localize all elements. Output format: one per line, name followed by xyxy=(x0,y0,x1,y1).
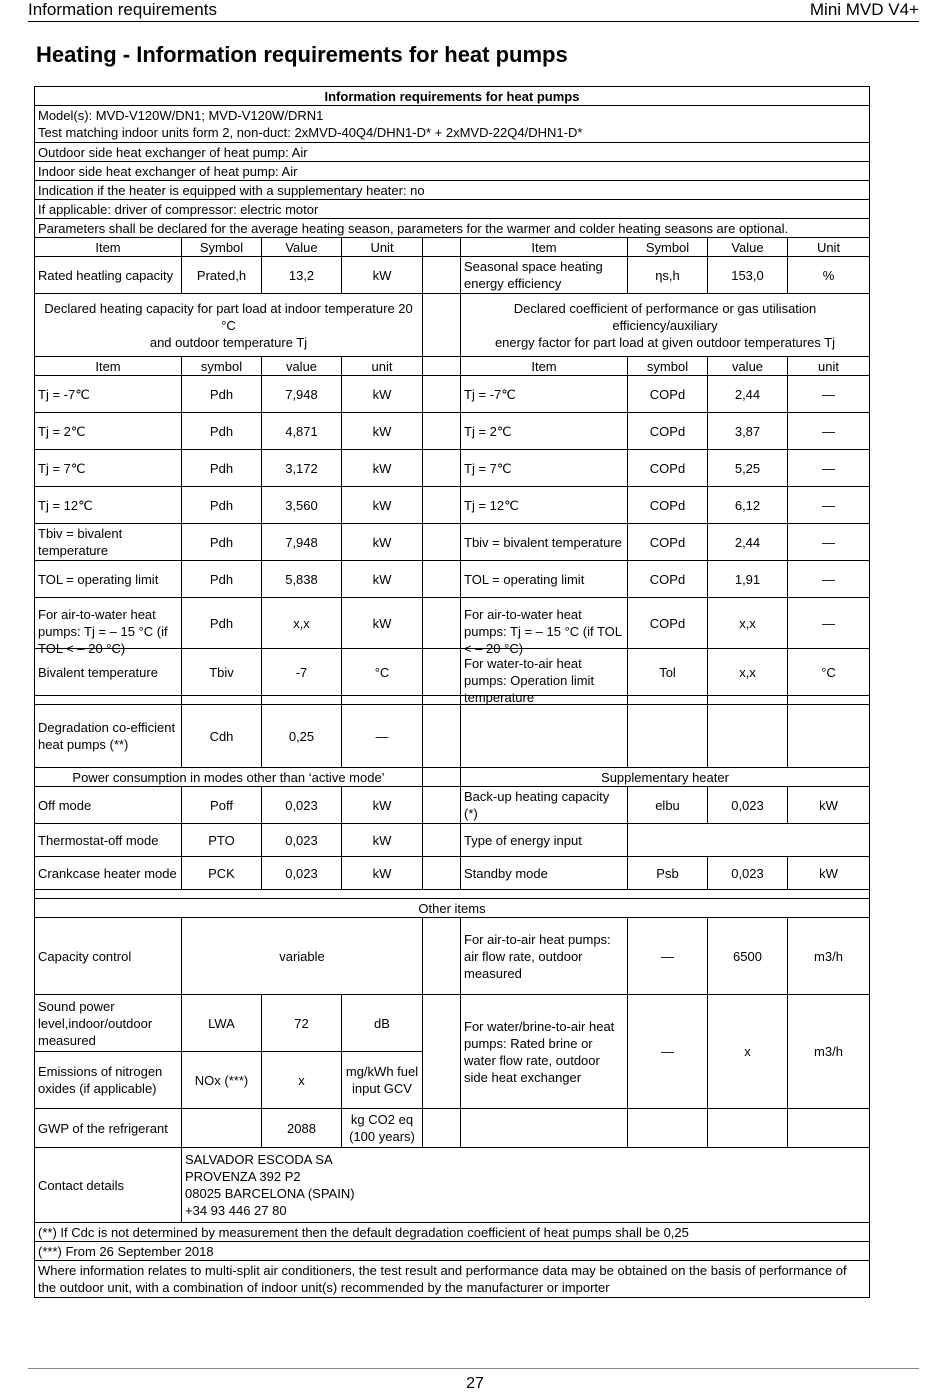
spacer-cell xyxy=(423,598,461,649)
rated-capacity-symbol: Prated,h xyxy=(182,257,262,294)
off-mode-symbol: Poff xyxy=(182,787,262,824)
nox-unit: mg/kWh fuel input GCV xyxy=(342,1052,423,1109)
backup-heating-value: 0,023 xyxy=(708,787,788,824)
sub-header-unit: unit xyxy=(342,357,423,376)
row-symbol: Tbiv xyxy=(182,649,262,696)
backup-heating-symbol: elbu xyxy=(628,787,708,824)
row-item-right: Tj = 2℃ xyxy=(461,413,628,450)
row-symbol: Pdh xyxy=(182,450,262,487)
crankcase-unit: kW xyxy=(342,857,423,890)
table-row xyxy=(35,376,870,413)
sub-header-value-right: value xyxy=(708,357,788,376)
crankcase-label: Crankcase heater mode xyxy=(35,857,182,890)
capacity-control-label: Capacity control xyxy=(35,918,182,995)
row-value-right: x,x xyxy=(708,598,788,649)
water-flow-symbol: — xyxy=(628,995,708,1109)
row-unit: kW xyxy=(342,561,423,598)
crankcase-symbol: PCK xyxy=(182,857,262,890)
outdoor-hx: Outdoor side heat exchanger of heat pump: Air xyxy=(35,143,870,162)
rated-capacity-unit: kW xyxy=(342,257,423,294)
row-item: Tj = 12℃ xyxy=(35,487,182,524)
spacer-cell xyxy=(423,450,461,487)
empty-cell xyxy=(788,705,870,768)
model-line-1: Model(s): MVD-V120W/DN1; MVD-V120W/DRN1 xyxy=(38,108,324,123)
row-unit-right: — xyxy=(788,376,870,413)
row-unit-right: °C xyxy=(788,649,870,696)
table-caption: Information requirements for heat pumps xyxy=(35,87,870,106)
col-header-unit: Unit xyxy=(342,238,423,257)
row-value: 3,560 xyxy=(262,487,342,524)
contact-phone: +34 93 446 27 80 xyxy=(185,1203,287,1218)
col-header-value: Value xyxy=(262,238,342,257)
spacer-cell xyxy=(423,357,461,376)
compressor-driver: If applicable: driver of compressor: electric motor xyxy=(35,200,870,219)
off-mode-label: Off mode xyxy=(35,787,182,824)
spacer-cell xyxy=(423,649,461,696)
col-header-symbol: Symbol xyxy=(182,238,262,257)
sub-header-item-right: Item xyxy=(461,357,628,376)
header-left-title: Information requirements xyxy=(28,0,217,19)
page-title: Heating - Information requirements for heat pumps xyxy=(36,42,568,67)
spacer-cell xyxy=(423,995,461,1109)
spacer-cell xyxy=(423,238,461,257)
empty-cell xyxy=(461,1109,628,1148)
empty-cell xyxy=(628,705,708,768)
row-symbol-right: COPd xyxy=(628,376,708,413)
col-header-symbol-right: Symbol xyxy=(628,238,708,257)
row-symbol: Pdh xyxy=(182,376,262,413)
table-row xyxy=(35,487,870,524)
declared-capacity-line-2: and outdoor temperature Tj xyxy=(149,334,308,350)
row-symbol-right: Tol xyxy=(628,649,708,696)
row-value-right: 1,91 xyxy=(708,561,788,598)
row-symbol: Pdh xyxy=(182,524,262,561)
row-unit: kW xyxy=(342,413,423,450)
indoor-hx: Indoor side heat exchanger of heat pump: Air xyxy=(35,162,870,181)
heat-pump-info-table xyxy=(34,86,870,1298)
sub-header-value: value xyxy=(262,357,342,376)
row-unit: kW xyxy=(342,524,423,561)
declared-cop-line-2: energy factor for part load at given outdoor temperatures Tj xyxy=(494,334,836,350)
contact-street: PROVENZA 392 P2 xyxy=(185,1169,301,1184)
col-header-item-right: Item xyxy=(461,238,628,257)
spacer-cell xyxy=(423,524,461,561)
table-row xyxy=(35,413,870,450)
supplementary-heater-indication: Indication if the heater is equipped with a supplementary heater: no xyxy=(35,181,870,200)
sound-power-value: 72 xyxy=(262,995,342,1052)
spacer-cell xyxy=(423,1109,461,1148)
row-unit-right: — xyxy=(788,598,870,649)
parameters-note: Parameters shall be declared for the average heating season, parameters for the warmer and colder heating seasons are optional. xyxy=(35,219,870,238)
row-value: x,x xyxy=(262,598,342,649)
row-symbol-right: COPd xyxy=(628,450,708,487)
seasonal-efficiency-label: Seasonal space heating energy efficiency xyxy=(461,257,628,294)
nox-symbol: NOx (***) xyxy=(182,1052,262,1109)
row-symbol: Pdh xyxy=(182,561,262,598)
off-mode-value: 0,023 xyxy=(262,787,342,824)
empty-cell xyxy=(708,705,788,768)
row-unit: °C xyxy=(342,649,423,696)
water-flow-unit: m3/h xyxy=(788,995,870,1109)
spacer-cell xyxy=(423,257,461,294)
power-consumption-header: Power consumption in modes other than ‘active mode’ xyxy=(35,768,423,787)
row-symbol-right: COPd xyxy=(628,524,708,561)
row-item-right: Tj = -7℃ xyxy=(461,376,628,413)
model-line-2: Test matching indoor units form 2, non-duct: 2xMVD-40Q4/DHN1-D* + 2xMVD-22Q4/DHN1-D* xyxy=(38,125,583,140)
col-header-item: Item xyxy=(35,238,182,257)
blank-row xyxy=(35,890,870,899)
standby-unit: kW xyxy=(788,857,870,890)
spacer-cell xyxy=(423,857,461,890)
sound-power-label: Sound power level,indoor/outdoor measured xyxy=(35,995,182,1052)
backup-heating-unit: kW xyxy=(788,787,870,824)
declared-cop-heading xyxy=(461,294,870,357)
row-unit-right: — xyxy=(788,450,870,487)
row-symbol-right: COPd xyxy=(628,598,708,649)
row-item: Bivalent temperature xyxy=(35,649,182,696)
empty-cell xyxy=(788,1109,870,1148)
spacer-cell xyxy=(423,376,461,413)
spacer-cell xyxy=(423,768,461,787)
spacer-cell xyxy=(423,487,461,524)
degradation-value: 0,25 xyxy=(262,705,342,768)
water-flow-value: x xyxy=(708,995,788,1109)
declared-cop-line-1: Declared coefficient of performance or gas utilisation efficiency/auxiliary xyxy=(513,300,817,333)
row-unit-right: — xyxy=(788,487,870,524)
row-item: Tj = 7℃ xyxy=(35,450,182,487)
seasonal-efficiency-value: 153,0 xyxy=(708,257,788,294)
col-header-value-right: Value xyxy=(708,238,788,257)
sub-header-unit-right: unit xyxy=(788,357,870,376)
water-flow-label: For water/brine-to-air heat pumps: Rated brine or water flow rate, outdoor side heat exchanger xyxy=(461,995,628,1109)
thermostat-off-value: 0,023 xyxy=(262,824,342,857)
backup-heating-label: Back-up heating capacity (*) xyxy=(461,787,628,824)
seasonal-efficiency-unit: % xyxy=(788,257,870,294)
air-flow-value: 6500 xyxy=(708,918,788,995)
standby-value: 0,023 xyxy=(708,857,788,890)
model-cell xyxy=(35,106,870,143)
note-cdc: (**) If Cdc is not determined by measurement then the default degradation coefficient of heat pumps shall be 0,25 xyxy=(35,1223,870,1242)
row-unit: kW xyxy=(342,376,423,413)
rated-capacity-value: 13,2 xyxy=(262,257,342,294)
row-unit-right: — xyxy=(788,561,870,598)
supplementary-heater-header: Supplementary heater xyxy=(461,768,870,787)
gwp-unit: kg CO2 eq (100 years) xyxy=(342,1109,423,1148)
row-value-right: 6,12 xyxy=(708,487,788,524)
empty-cell xyxy=(628,1109,708,1148)
row-item-right: For air-to-water heat pumps: Tj = – 15 °C (if TOL < – 20 °C) xyxy=(461,598,628,649)
row-symbol-right: COPd xyxy=(628,561,708,598)
spacer-cell xyxy=(423,413,461,450)
row-item-right: Tbiv = bivalent temperature xyxy=(461,524,628,561)
row-item-right: TOL = operating limit xyxy=(461,561,628,598)
header-right-title: Mini MVD V4+ xyxy=(809,0,919,19)
sub-header-item: Item xyxy=(35,357,182,376)
spacer-cell xyxy=(423,294,461,357)
table-row xyxy=(35,524,870,561)
declared-capacity-heading xyxy=(35,294,423,357)
capacity-control-value: variable xyxy=(182,918,423,995)
spacer-cell xyxy=(423,824,461,857)
rated-capacity-label: Rated heatling capacity xyxy=(35,257,182,294)
empty-cell xyxy=(708,1109,788,1148)
spacer-cell xyxy=(423,918,461,995)
row-value-right: x,x xyxy=(708,649,788,696)
row-symbol: Pdh xyxy=(182,413,262,450)
energy-input-label: Type of energy input xyxy=(461,824,628,857)
thermostat-off-unit: kW xyxy=(342,824,423,857)
row-symbol-right: COPd xyxy=(628,413,708,450)
row-item: Tj = 2℃ xyxy=(35,413,182,450)
row-symbol: Pdh xyxy=(182,487,262,524)
row-value: -7 xyxy=(262,649,342,696)
row-value-right: 2,44 xyxy=(708,524,788,561)
header-divider xyxy=(28,21,919,22)
off-mode-unit: kW xyxy=(342,787,423,824)
gwp-label: GWP of the refrigerant xyxy=(35,1109,182,1148)
row-value: 5,838 xyxy=(262,561,342,598)
contact-details-label: Contact details xyxy=(35,1148,182,1223)
sub-header-symbol-right: symbol xyxy=(628,357,708,376)
row-value: 7,948 xyxy=(262,524,342,561)
contact-details-value xyxy=(182,1148,870,1223)
row-value-right: 2,44 xyxy=(708,376,788,413)
standby-symbol: Psb xyxy=(628,857,708,890)
sub-header-symbol: symbol xyxy=(182,357,262,376)
degradation-symbol: Cdh xyxy=(182,705,262,768)
seasonal-efficiency-symbol: ηs,h xyxy=(628,257,708,294)
table-row xyxy=(35,450,870,487)
col-header-unit-right: Unit xyxy=(788,238,870,257)
standby-label: Standby mode xyxy=(461,857,628,890)
crankcase-value: 0,023 xyxy=(262,857,342,890)
gwp-symbol xyxy=(182,1109,262,1148)
row-value-right: 3,87 xyxy=(708,413,788,450)
row-unit-right: — xyxy=(788,413,870,450)
page-number: 27 xyxy=(466,1375,484,1392)
contact-company: SALVADOR ESCODA SA xyxy=(185,1152,333,1167)
gwp-value: 2088 xyxy=(262,1109,342,1148)
row-item: Tbiv = bivalent temperature xyxy=(35,524,182,561)
empty-cell xyxy=(461,705,628,768)
note-multisplit: Where information relates to multi-split air conditioners, the test result and performance data may be obtained on the basis of performance of the outdoor unit, with a combination of indoor unit(s) recommended by the manufacturer or importer xyxy=(35,1261,870,1298)
row-item-right: For water-to-air heat pumps: Operation limit temperature xyxy=(461,649,628,696)
spacer-cell xyxy=(423,561,461,598)
row-value: 3,172 xyxy=(262,450,342,487)
degradation-label: Degradation co-efficient heat pumps (**) xyxy=(35,705,182,768)
row-item-right: Tj = 12℃ xyxy=(461,487,628,524)
note-date: (***) From 26 September 2018 xyxy=(35,1242,870,1261)
air-flow-label: For air-to-air heat pumps: air flow rate, outdoor measured xyxy=(461,918,628,995)
row-symbol: Pdh xyxy=(182,598,262,649)
row-unit-right: — xyxy=(788,524,870,561)
table-row xyxy=(35,649,870,696)
row-symbol-right: COPd xyxy=(628,487,708,524)
row-unit: kW xyxy=(342,450,423,487)
row-unit: kW xyxy=(342,598,423,649)
thermostat-off-label: Thermostat-off mode xyxy=(35,824,182,857)
table-row xyxy=(35,598,870,649)
row-item: For air-to-water heat pumps: Tj = – 15 °C (if TOL < – 20 °C) xyxy=(35,598,182,649)
air-flow-symbol: — xyxy=(628,918,708,995)
sound-power-unit: dB xyxy=(342,995,423,1052)
other-items-header: Other items xyxy=(35,899,870,918)
blank-row xyxy=(35,696,870,705)
row-item: TOL = operating limit xyxy=(35,561,182,598)
spacer-cell xyxy=(423,787,461,824)
thermostat-off-symbol: PTO xyxy=(182,824,262,857)
table-row xyxy=(35,561,870,598)
energy-input-value xyxy=(628,824,870,857)
row-value: 4,871 xyxy=(262,413,342,450)
sound-power-symbol: LWA xyxy=(182,995,262,1052)
nox-label: Emissions of nitrogen oxides (if applicable) xyxy=(35,1052,182,1109)
spacer-cell xyxy=(423,705,461,768)
row-unit: kW xyxy=(342,487,423,524)
row-value: 7,948 xyxy=(262,376,342,413)
contact-city: 08025 BARCELONA (SPAIN) xyxy=(185,1186,355,1201)
nox-value: x xyxy=(262,1052,342,1109)
footer-divider xyxy=(28,1368,919,1369)
air-flow-unit: m3/h xyxy=(788,918,870,995)
row-item-right: Tj = 7℃ xyxy=(461,450,628,487)
row-item: Tj = -7℃ xyxy=(35,376,182,413)
row-value-right: 5,25 xyxy=(708,450,788,487)
declared-capacity-line-1: Declared heating capacity for part load at indoor temperature 20 °C xyxy=(44,300,413,333)
degradation-unit: — xyxy=(342,705,423,768)
